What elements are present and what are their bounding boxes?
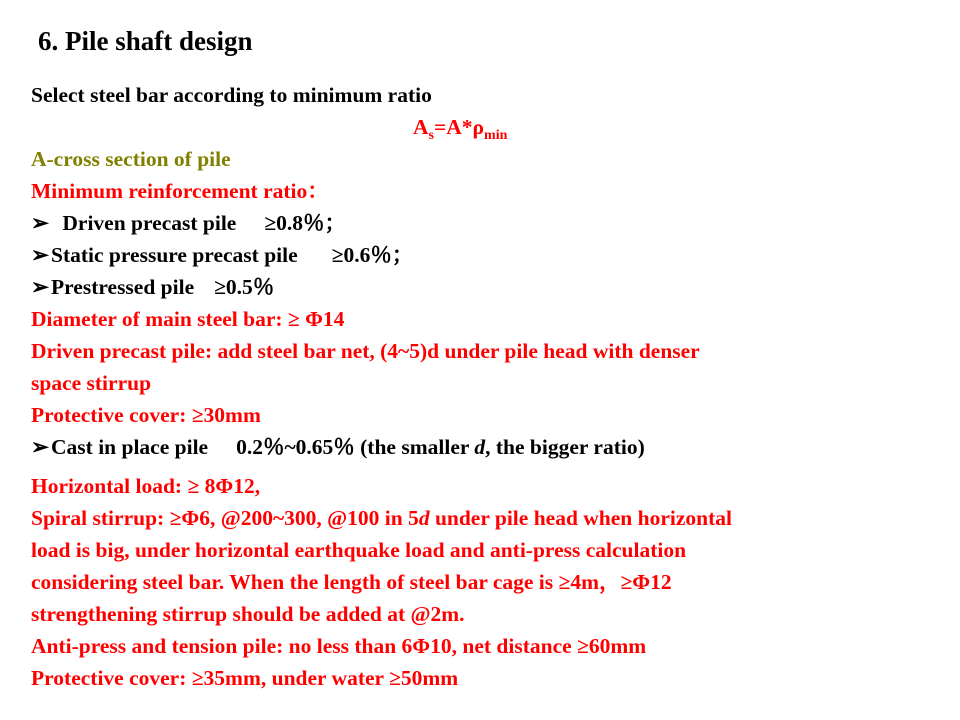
- bullet-label: Driven precast pile: [62, 211, 237, 235]
- driven-text-line1: Driven precast pile: add steel bar net, (4~5)d under pile head with denser: [31, 339, 700, 363]
- bullet-prestressed: [31, 271, 274, 303]
- cross-section-text: A-cross section of pile: [31, 147, 231, 171]
- min-ratio-label: Minimum reinforcement ratio：: [31, 179, 329, 203]
- spiral-line2: load is big, under horizontal earthquake load and anti-press calculation: [31, 538, 687, 562]
- formula-lhs: A: [413, 115, 429, 139]
- bullet-cast: [31, 431, 645, 463]
- bullet-label: Cast in place pile: [51, 435, 209, 459]
- bullet-label: Static pressure precast pile: [51, 243, 298, 267]
- bullet-value: ≥0.8％；: [264, 211, 347, 235]
- slide-title: 6. Pile shaft design: [38, 26, 253, 56]
- cast-value-post: , the bigger ratio): [485, 435, 645, 459]
- intro-text: Select steel bar according to minimum ratio: [31, 83, 432, 107]
- spiral-italic: d: [418, 506, 430, 530]
- formula-rhs-sub: min: [484, 128, 508, 143]
- formula-rhs: =A*ρ: [433, 115, 485, 139]
- spiral-line4: strengthening stirrup should be added at @2m.: [31, 602, 465, 626]
- cover-text: Protective cover: ≥30mm: [31, 403, 261, 427]
- spiral-line1: [31, 502, 732, 534]
- formula: [413, 115, 507, 144]
- cover2-text: Protective cover: ≥35mm, under water ≥50mm: [31, 666, 459, 690]
- bullet-static: [31, 239, 413, 271]
- driven-text-line2: space stirrup: [31, 371, 152, 395]
- formula-lhs-sub: s: [428, 128, 434, 143]
- spiral-pre: Spiral stirrup: ≥Φ6, @200~300, @100 in 5: [31, 506, 419, 530]
- spiral-post: under pile head when horizontal: [429, 506, 733, 530]
- bullet-arrow-icon: ➢: [31, 243, 50, 267]
- bullet-value: ≥0.6％；: [331, 243, 414, 267]
- anti-press-text: Anti-press and tension pile: no less than 6Φ10, net distance ≥60mm: [31, 634, 647, 658]
- bullet-driven: [31, 207, 346, 239]
- spiral-line3: considering steel bar. When the length of steel bar cage is ≥4m，≥Φ12: [31, 570, 672, 594]
- horizontal-text: Horizontal load: ≥ 8Φ12,: [31, 474, 261, 498]
- cast-value-pre: 0.2％~0.65％ (the smaller: [236, 435, 475, 459]
- bullet-arrow-icon: ➢: [31, 435, 50, 459]
- cast-value-italic: d: [474, 435, 486, 459]
- bullet-value: ≥0.5％: [214, 275, 275, 299]
- bullet-arrow-icon: ➢: [31, 211, 50, 235]
- bullet-arrow-icon: ➢: [31, 275, 50, 299]
- bullet-label: Prestressed pile: [51, 275, 195, 299]
- diameter-text: Diameter of main steel bar: ≥ Φ14: [31, 307, 345, 331]
